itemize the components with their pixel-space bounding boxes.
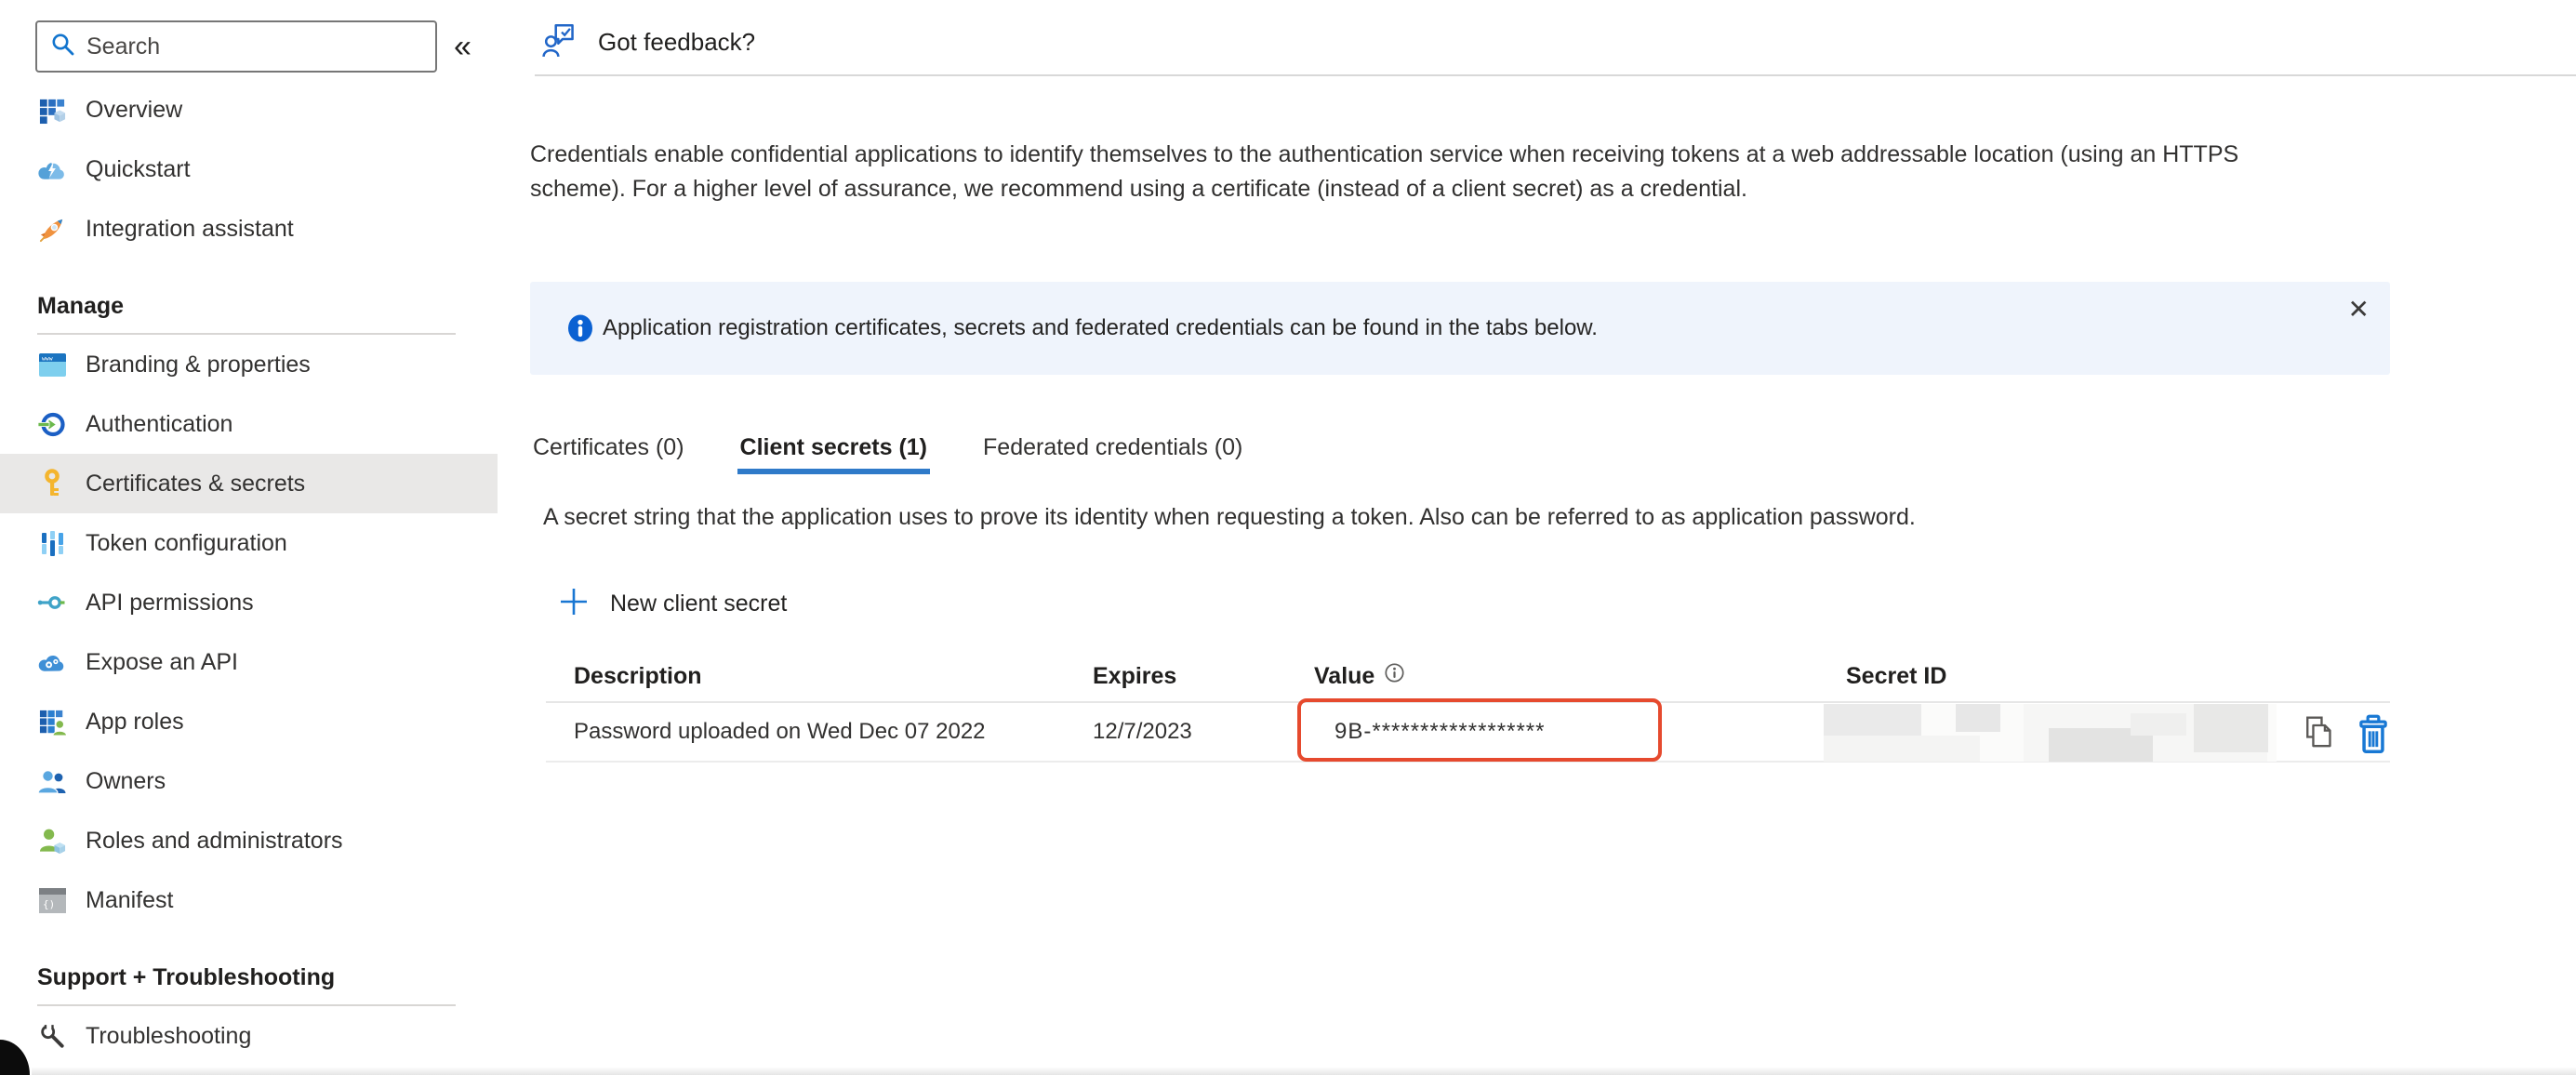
- integration-rocket-icon: [37, 214, 67, 244]
- sidebar-item-label: Overview: [86, 96, 183, 123]
- overview-grid-icon: [37, 95, 67, 125]
- svg-text:{): {): [42, 897, 55, 910]
- sidebar-item-label: Roles and administrators: [86, 827, 343, 854]
- token-sliders-icon: [37, 528, 67, 558]
- bottom-edge-shadow: [32, 1067, 2576, 1075]
- secret-id-redacted-blur: [1824, 704, 2277, 762]
- sidebar-item-overview[interactable]: [0, 80, 498, 139]
- copy-icon[interactable]: [2302, 714, 2335, 760]
- sidebar-item-label: API permissions: [86, 589, 254, 616]
- tab-client-secrets[interactable]: Client secrets (1): [737, 420, 930, 474]
- sidebar-item-quickstart[interactable]: [0, 139, 498, 199]
- divider: [535, 74, 2576, 76]
- tab-bar: [530, 420, 1295, 474]
- app-roles-icon: [37, 707, 67, 737]
- tab-federated-credentials[interactable]: Federated credentials (0): [983, 433, 1243, 460]
- roles-admins-icon: [37, 826, 67, 856]
- sidebar-item-api-permissions[interactable]: [0, 573, 498, 632]
- table-header-row: [546, 651, 2390, 703]
- sidebar-item-roles-and-administrators[interactable]: [0, 811, 498, 870]
- table-row: [546, 703, 2390, 763]
- sidebar-nav: [0, 80, 498, 1066]
- search-input[interactable]: [86, 33, 403, 60]
- manifest-code-icon: [37, 885, 67, 915]
- sidebar-item-certificates-secrets[interactable]: [0, 454, 498, 513]
- main-content: [530, 0, 2576, 1075]
- sidebar-item-app-roles[interactable]: [0, 692, 498, 751]
- sidebar-section-manage: Manage: [37, 293, 125, 319]
- sidebar-item-label: Owners: [86, 767, 166, 794]
- svg-text:www: www: [41, 353, 53, 362]
- sidebar-item-branding-properties[interactable]: [0, 335, 498, 394]
- sidebar-item-label: Expose an API: [86, 648, 239, 675]
- sidebar-section-support: Support + Troubleshooting: [37, 964, 336, 990]
- secret-value-cell: 9B-******************: [1334, 719, 1546, 744]
- secret-expires-cell: 12/7/2023: [1093, 719, 1192, 744]
- wrench-icon: [37, 1021, 67, 1051]
- tab-certificates[interactable]: Certificates (0): [533, 433, 684, 460]
- expose-api-cloud-icon: [37, 647, 67, 677]
- owners-people-icon: [37, 766, 67, 796]
- sidebar-item-authentication[interactable]: [0, 394, 498, 454]
- sidebar-search-row: [35, 20, 498, 73]
- secret-description-cell: Password uploaded on Wed Dec 07 2022: [574, 719, 986, 744]
- new-client-secret-button[interactable]: [558, 580, 787, 627]
- search-icon: [50, 32, 75, 61]
- column-header-expires: Expires: [1093, 662, 1177, 689]
- branding-browser-icon: [37, 350, 67, 379]
- plus-icon: [558, 586, 590, 622]
- feedback-person-bubble-icon: [542, 20, 581, 64]
- search-box[interactable]: [35, 20, 437, 73]
- sidebar-item-label: Manifest: [86, 886, 174, 913]
- sidebar-item-label: Token configuration: [86, 529, 287, 556]
- sidebar-item-troubleshooting[interactable]: [0, 1006, 498, 1066]
- got-feedback-button[interactable]: [542, 20, 755, 63]
- client-secrets-table: [546, 651, 2390, 763]
- sidebar: [0, 0, 498, 1075]
- sidebar-item-label: Integration assistant: [86, 215, 294, 242]
- sidebar-item-label: Quickstart: [86, 155, 191, 182]
- column-header-value: Value: [1314, 662, 1846, 690]
- collapse-sidebar-button[interactable]: «: [454, 29, 471, 64]
- sidebar-item-label: Branding & properties: [86, 351, 311, 378]
- key-icon: [37, 469, 67, 498]
- column-header-description: Description: [574, 662, 702, 689]
- value-info-icon[interactable]: [1384, 662, 1405, 690]
- sidebar-item-integration-assistant[interactable]: [0, 199, 498, 259]
- info-icon: [567, 314, 593, 347]
- sidebar-item-label: Authentication: [86, 410, 233, 437]
- authentication-arrow-icon: [37, 409, 67, 439]
- api-permissions-icon: [37, 588, 67, 617]
- info-banner: [530, 282, 2390, 375]
- info-banner-text: Application registration certificates, secrets and federated credentials can be found in the tabs below.: [603, 315, 1598, 340]
- sidebar-item-owners[interactable]: [0, 751, 498, 811]
- feedback-label: Got feedback?: [598, 27, 756, 56]
- new-client-secret-label: New client secret: [610, 590, 788, 617]
- column-header-secret-id: Secret ID: [1846, 662, 1947, 689]
- sidebar-item-label: Troubleshooting: [86, 1022, 252, 1049]
- sidebar-item-token-configuration[interactable]: [0, 513, 498, 573]
- close-icon[interactable]: ✕: [2347, 295, 2370, 324]
- delete-trash-icon[interactable]: [2356, 714, 2391, 762]
- sidebar-item-label: App roles: [86, 708, 184, 735]
- quickstart-cloud-icon: [37, 154, 67, 184]
- sidebar-item-label: Certificates & secrets: [86, 470, 306, 497]
- client-secrets-description: A secret string that the application uses to prove its identity when requesting a token. Also can be referred to as application password.: [543, 504, 1916, 530]
- credentials-intro-text: Credentials enable confidential applications to identify themselves to the authentication service when receiving tokens at a web addressable location (using an HTTPS scheme). For a higher level of assurance, we recommend using a certificate (instead of a client secret) as a credential.: [530, 141, 2239, 202]
- sidebar-item-expose-an-api[interactable]: [0, 632, 498, 692]
- sidebar-item-manifest[interactable]: [0, 870, 498, 930]
